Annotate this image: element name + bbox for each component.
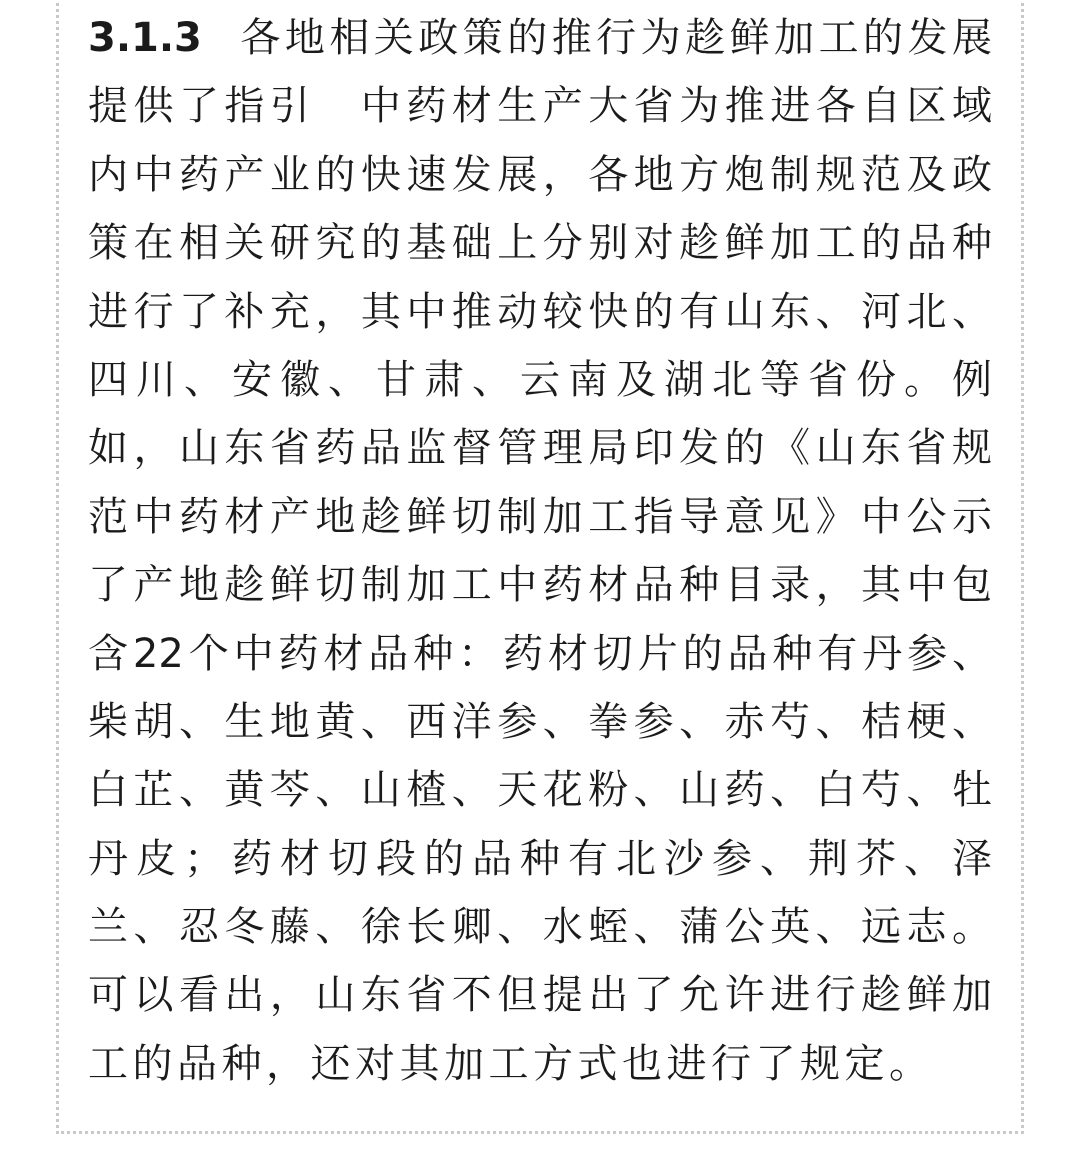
text-line: 内中药产业的快速发展，各地方炮制规范及政 [88, 151, 992, 198]
section-number: 3.1.3 [88, 15, 202, 61]
text-line: 工的品种，还对其加工方式也进行了规定。 [88, 1040, 934, 1087]
text-line: 兰、忍冬藤、徐长卿、水蛭、蒲公英、远志。 [88, 904, 992, 951]
text-line: 四川、安徽、甘肃、云南及湖北等省份。例 [88, 356, 992, 403]
text-line: 如，山东省药品监督管理局印发的《山东省规 [88, 425, 992, 472]
text-line: 3.1.3 各地相关政策的推行为趁鲜加工的发展 [88, 15, 992, 61]
text-line: 含22个中药材品种：药材切片的品种有丹参、 [88, 630, 992, 677]
article-paragraph [88, 4, 992, 1098]
text-line: 丹皮；药材切段的品种有北沙参、荆芥、泽 [88, 835, 992, 882]
text-line: 了产地趁鲜切制加工中药材品种目录，其中包 [88, 562, 992, 609]
text-line: 策在相关研究的基础上分别对趁鲜加工的品种 [88, 220, 992, 267]
text-line: 白芷、黄芩、山楂、天花粉、山药、白芍、牡 [88, 767, 992, 814]
text-line: 可以看出，山东省不但提出了允许进行趁鲜加 [88, 972, 992, 1019]
text-line: 范中药材产地趁鲜切制加工指导意见》中公示 [88, 493, 992, 540]
text-line: 提供了指引 中药材生产大省为推进各自区域 [88, 83, 992, 130]
text-line: 柴胡、生地黄、西洋参、拳参、赤芍、桔梗、 [88, 698, 992, 745]
text-line: 进行了补充，其中推动较快的有山东、河北、 [88, 288, 992, 335]
